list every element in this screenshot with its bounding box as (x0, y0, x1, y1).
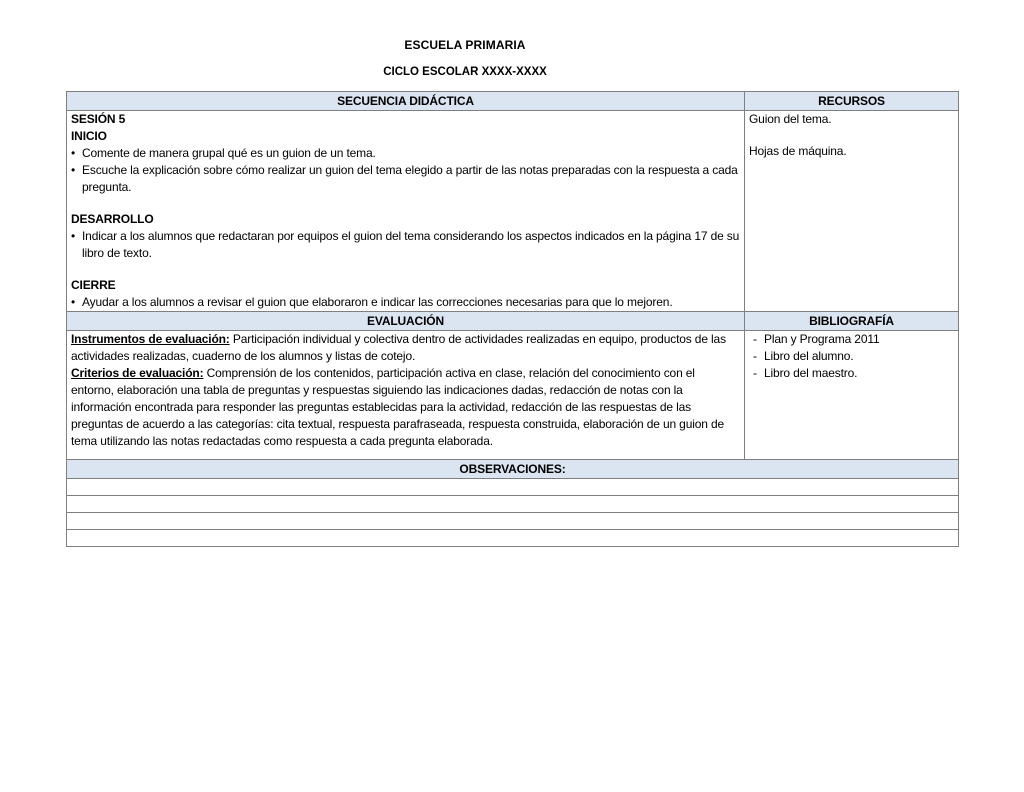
cierre-title: CIERRE (71, 278, 116, 292)
observaciones-line (67, 530, 959, 547)
instrumentos-text: Participación individual y colectiva dentro de actividades realizadas en equipo, productos de las actividades realizadas, cuaderno de los alumnos y listas de cotejo. (71, 332, 726, 363)
criterios-label: Criterios de evaluación: (71, 366, 204, 380)
session-label: SESIÓN 5 (71, 112, 126, 126)
recurso-item: Hojas de máquina. (749, 144, 847, 158)
evaluacion-cell (67, 331, 745, 460)
list-item: • Comente de manera grupal qué es un guion de un tema. (71, 145, 740, 162)
instrumentos-label: Instrumentos de evaluación: (71, 332, 230, 346)
school-cycle: CICLO ESCOLAR XXXX-XXXX (383, 66, 547, 78)
criterios-paragraph (71, 365, 740, 450)
list-item: • Indicar a los alumnos que redactaran por equipos el guion del tema considerando los aspectos indicados en la página 17 de su libro de texto. (71, 228, 740, 262)
evaluacion-header: EVALUACIÓN (67, 312, 745, 331)
recursos-cell (745, 111, 959, 312)
instrumentos-paragraph (71, 331, 740, 365)
observaciones-header: OBSERVACIONES: (67, 460, 959, 479)
list-item: • Ayudar a los alumnos a revisar el guion que elaboraron e indicar las correcciones necesarias para que lo mejoren. (71, 294, 740, 311)
observaciones-line (67, 496, 959, 513)
cierre-list (71, 294, 740, 311)
desarrollo-list (71, 228, 740, 262)
bibliografia-cell (745, 331, 959, 460)
list-item: - Libro del alumno. (749, 348, 954, 365)
list-item: • Escuche la explicación sobre cómo realizar un guion del tema elegido a partir de las notas preparadas con la respuesta a cada pregunta. (71, 162, 740, 196)
desarrollo-title: DESARROLLO (71, 212, 154, 226)
lesson-plan-table (66, 91, 959, 547)
list-item: - Plan y Programa 2011 (749, 331, 954, 348)
recurso-item: Guion del tema. (749, 112, 832, 126)
recursos-header: RECURSOS (745, 92, 959, 111)
school-title: ESCUELA PRIMARIA (404, 38, 526, 52)
bibliografia-list (749, 331, 954, 382)
criterios-text: Comprensión de los contenidos, participación activa en clase, relación del conocimiento con el entorno, elaboración una tabla de preguntas y respuestas siguiendo las indicaciones dadas, redacción de notas con la información encontrada para responder las preguntas establecidas para la actividad, redacción de las respuestas de las preguntas de acuerdo a las categorías: cita textual, respuesta parafraseada, respuesta construida, elaboración de un guion de tema utilizando las notas redactadas como respuesta a cada pregunta elaborada. (71, 366, 725, 448)
observaciones-line (67, 479, 959, 496)
inicio-list (71, 145, 740, 196)
secuencia-cell (67, 111, 745, 312)
inicio-title: INICIO (71, 129, 107, 143)
secuencia-header: SECUENCIA DIDÁCTICA (67, 92, 745, 111)
list-item: - Libro del maestro. (749, 365, 954, 382)
observaciones-line (67, 513, 959, 530)
bibliografia-header: BIBLIOGRAFÍA (745, 312, 959, 331)
